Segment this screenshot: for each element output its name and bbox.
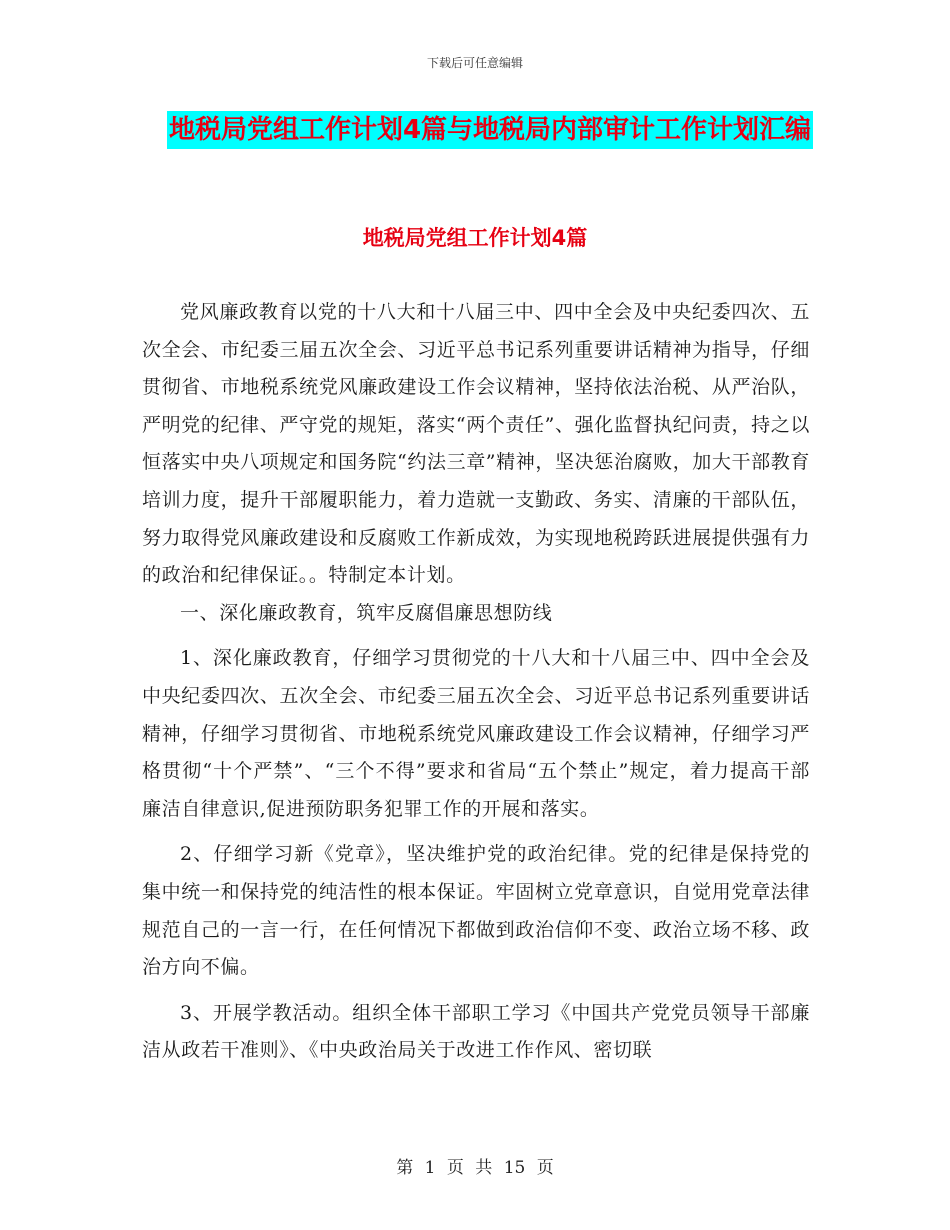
paragraph: 党风廉政教育以党的十八大和十八届三中、四中全会及中央纪委四次、五次全会、市纪委三届五次全会、习近平总书记系列重要讲话精神为指导，仔细贯彻省、市地税系统党风廉政建设工作会议精神，坚持依法治税、从严治队，严明党的纪律、严守党的规矩，落实“两个责任”、强化监督执纪问责，持之以恒落实中央八项规定和国务院“约法三章”精神，坚决惩治腐败，加大干部教育培训力度，提升干部履职能力，着力造就一支勤政、务实、清廉的干部队伍，努力取得党风廉政建设和反腐败工作新成效，为实现地税跨跃进展提供强有力的政治和纪律保证。。特制定本计划。 (142, 301, 810, 587)
paragraph-heading: 一、深化廉政教育，筑牢反腐倡廉思想防线 (180, 601, 553, 624)
paragraph: 3、开展学教活动。组织全体干部职工学习《中国共产党党员领导干部廉洁从政若干准则》、《中央政治局关于改进工作作风、密切联 (142, 1001, 810, 1062)
paragraph: 1、深化廉政教育，仔细学习贯彻党的十八大和十八届三中、四中全会及中央纪委四次、五次全会、市纪委三届五次全会、习近平总书记系列重要讲话精神，仔细学习贯彻省、市地税系统党风廉政建设工作会议精神，仔细学习严格贯彻“十个严禁”、“三个不得”要求和省局“五个禁止”规定，着力提高干部廉洁自律意识,促进预防职务犯罪工作的开展和落实。 (142, 647, 810, 820)
document-title (140, 108, 840, 153)
section-title: 地税局党组工作计划4篇 (362, 226, 588, 250)
header-note: 下载后可任意编辑 (426, 56, 523, 70)
paragraph: 2、仔细学习新《党章》，坚决维护党的政治纪律。党的纪律是保持党的集中统一和保持党的纯洁性的根本保证。牢固树立党章意识，自觉用党章法律规范自己的一言一行，在任何情况下都做到政治信仰不变、政治立场不移、政治方向不偏。 (142, 843, 810, 979)
page-number-footer: 第 1 页 共 15 页 (396, 1158, 554, 1178)
document-title-text: 地税局党组工作计划4篇与地税局内部审计工作计划汇编 (167, 111, 813, 149)
body-text (142, 294, 810, 1070)
